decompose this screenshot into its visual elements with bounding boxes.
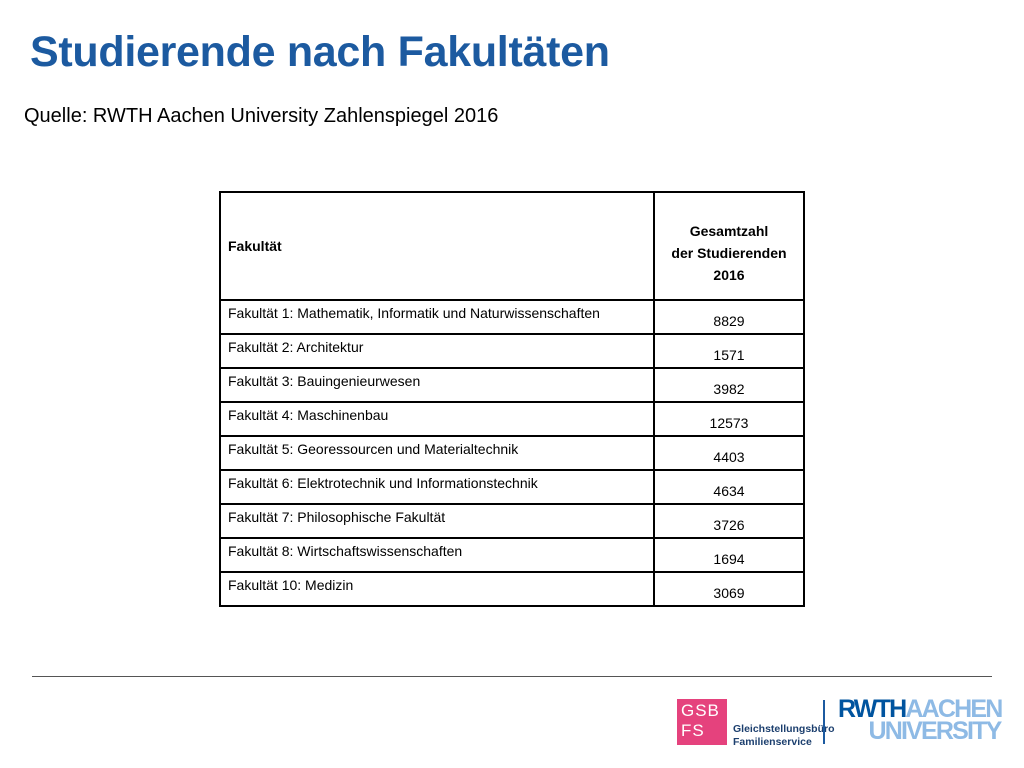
- rwth-aachen-logo: [838, 695, 1002, 745]
- student-count: 3982: [654, 368, 804, 402]
- table-row: [220, 402, 804, 436]
- student-count: 8829: [654, 300, 804, 334]
- student-count: 3726: [654, 504, 804, 538]
- faculty-name: Fakultät 5: Georessourcen und Materialtechnik: [220, 436, 654, 470]
- table-row: [220, 436, 804, 470]
- logo-divider: [823, 700, 825, 744]
- table-row: [220, 572, 804, 606]
- student-count: 1694: [654, 538, 804, 572]
- table-row: [220, 300, 804, 334]
- gsb-text-line2: Familienservice: [733, 736, 812, 748]
- gsb-fs-logo-text: [733, 723, 835, 749]
- faculty-name: Fakultät 2: Architektur: [220, 334, 654, 368]
- table-header-row: [220, 192, 804, 300]
- gsb-fs-logo: [677, 699, 727, 745]
- rwth-logo-aachen: AACHEN: [905, 695, 1002, 723]
- student-count: 12573: [654, 402, 804, 436]
- student-count: 4634: [654, 470, 804, 504]
- slide-title: Studierende nach Fakultäten: [30, 28, 610, 76]
- faculty-students-table: [219, 191, 805, 607]
- faculty-name: Fakultät 3: Bauingenieurwesen: [220, 368, 654, 402]
- table-row: [220, 538, 804, 572]
- student-count: 1571: [654, 334, 804, 368]
- source-citation: Quelle: RWTH Aachen University Zahlenspiegel 2016: [24, 105, 499, 127]
- footer-divider: [32, 676, 992, 677]
- faculty-name: Fakultät 1: Mathematik, Informatik und Naturwissenschaften: [220, 300, 654, 334]
- student-count: 4403: [654, 436, 804, 470]
- rwth-logo-university: UNIVERSITY: [868, 717, 1001, 745]
- header-total-line2: der Studierenden: [671, 245, 787, 261]
- faculty-name: Fakultät 10: Medizin: [220, 572, 654, 606]
- gsb-logo-line1: GSB: [681, 701, 720, 720]
- table-row: [220, 504, 804, 538]
- header-total-line3: 2016: [713, 267, 745, 283]
- table-row: [220, 470, 804, 504]
- student-count: 3069: [654, 572, 804, 606]
- gsb-logo-line2: FS: [681, 721, 705, 740]
- faculty-name: Fakultät 7: Philosophische Fakultät: [220, 504, 654, 538]
- faculty-name: Fakultät 4: Maschinenbau: [220, 402, 654, 436]
- gsb-text-line1: Gleichstellungsbüro: [733, 723, 835, 735]
- header-total-line1: Gesamtzahl: [689, 223, 769, 239]
- header-faculty: Fakultät: [220, 192, 654, 300]
- header-total-students: [654, 192, 804, 300]
- table-row: [220, 334, 804, 368]
- rwth-logo-rwth: RWTH: [838, 695, 906, 723]
- table-row: [220, 368, 804, 402]
- faculty-name: Fakultät 8: Wirtschaftswissenschaften: [220, 538, 654, 572]
- faculty-name: Fakultät 6: Elektrotechnik und Informationstechnik: [220, 470, 654, 504]
